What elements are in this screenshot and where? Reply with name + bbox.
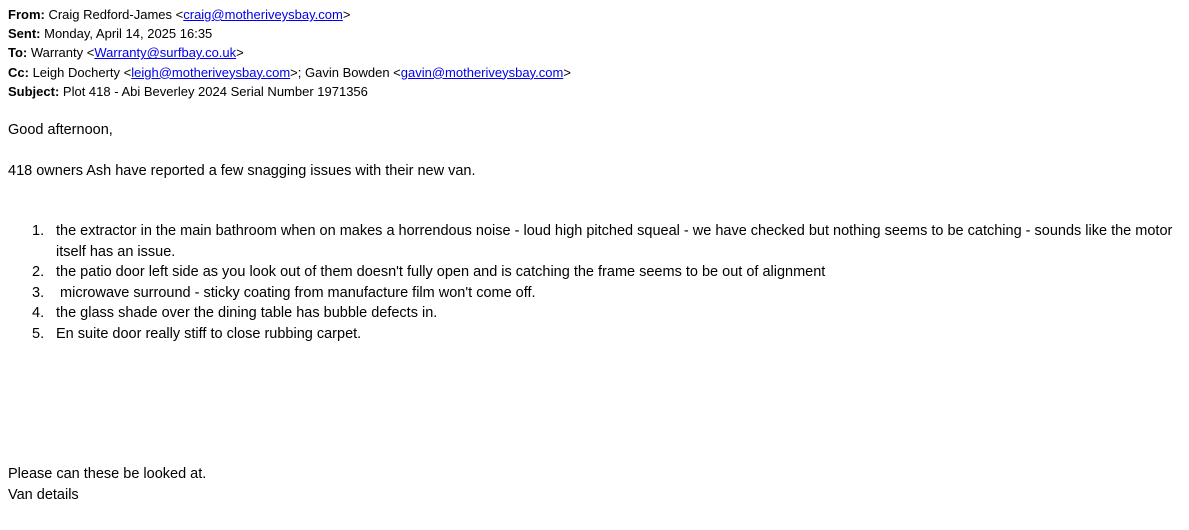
- issue-number: 4.: [32, 305, 45, 322]
- issue-text: En suite door really stiff to close rubbing carpet.: [56, 325, 362, 342]
- issue-item-1: [8, 221, 1183, 262]
- email-header: [8, 5, 571, 101]
- greeting: Good afternoon,: [8, 122, 113, 138]
- to-label: To:: [8, 45, 28, 61]
- sent-label: Sent:: [8, 26, 41, 42]
- cc-email-link-1[interactable]: leigh@motheriveysbay.com: [131, 64, 291, 80]
- intro-paragraph: 418 owners Ash have reported a few snagging issues with their new van.: [8, 163, 476, 179]
- issue-item-5: [8, 324, 1183, 345]
- issue-number: 2.: [32, 264, 45, 281]
- subject-value: Plot 418 - Abi Beverley 2024 Serial Number 1971356: [62, 83, 368, 99]
- issue-number: 1.: [32, 223, 45, 239]
- cc-name-2: Gavin Bowden: [305, 64, 390, 80]
- issues-list: [8, 221, 1183, 345]
- from-email-link[interactable]: craig@motheriveysbay.com: [183, 7, 343, 22]
- to-line: To: Warranty <Warranty@surfbay.co.uk>: [8, 45, 244, 61]
- issue-item-3: [8, 283, 1183, 304]
- cc-line: Cc: Leigh Docherty <leigh@motheriveysbay.com>; Gavin Bowden <gavin@motheriveysbay.com>: [8, 64, 571, 80]
- cc-name-1: Leigh Docherty: [32, 64, 121, 80]
- from-name: Craig Redford-James: [48, 7, 173, 22]
- issue-text: the patio door left side as you look out of them doesn't fully open and is catching the frame seems to be out of alignment: [56, 264, 826, 281]
- issue-text: the glass shade over the dining table has bubble defects in.: [56, 305, 438, 322]
- issue-item-4: [8, 303, 1183, 324]
- issue-text: microwave surround - sticky coating from manufacture film won't come off.: [56, 284, 536, 301]
- issue-number: 3.: [32, 284, 45, 301]
- to-email-link[interactable]: Warranty@surfbay.co.uk: [94, 45, 237, 61]
- closing-request: Please can these be looked at.: [8, 466, 207, 482]
- to-name: Warranty: [30, 45, 84, 61]
- issue-item-2: [8, 262, 1183, 283]
- issue-number: 5.: [32, 325, 45, 342]
- from-line: From: Craig Redford-James <craig@motheriveysbay.com>: [8, 7, 351, 22]
- sent-value: Monday, April 14, 2025 16:35: [44, 26, 213, 42]
- subject-label: Subject:: [8, 83, 60, 99]
- van-details-heading: Van details: [8, 487, 79, 503]
- from-label: From:: [8, 7, 45, 22]
- subject-line: [8, 82, 571, 101]
- sent-line: [8, 24, 571, 43]
- issue-text: the extractor in the main bathroom when on makes a horrendous noise - loud high pitched squeal - we have checked but nothing seems to be catching - sounds like the motor itself has an issue.: [56, 223, 1173, 260]
- cc-email-link-2[interactable]: gavin@motheriveysbay.com: [400, 64, 564, 80]
- cc-label: Cc:: [8, 64, 29, 80]
